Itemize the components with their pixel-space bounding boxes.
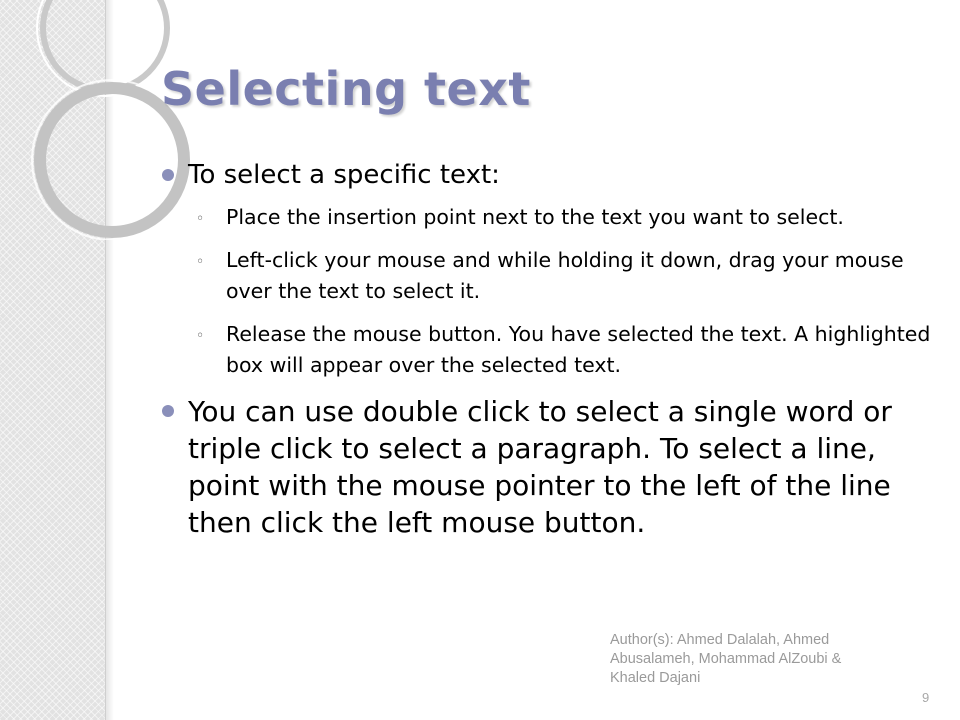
page-number: 9 (922, 690, 930, 705)
hollow-circle-bullet-icon: ◦ (196, 328, 205, 344)
slide-title: Selecting text (161, 62, 531, 116)
sub-bullet-text: Left-click your mouse and while holding it down, drag your mouse over the text to select it. (226, 248, 904, 303)
bullet-text: You can use double click to select a single word or triple click to select a paragraph. To select a line, point with the mouse pointer to the left of the line then click the left mouse button. (188, 395, 892, 539)
slide-content (160, 158, 945, 541)
sub-bullet-item (194, 319, 945, 381)
filled-circle-bullet-icon (162, 405, 174, 417)
bullet-item (160, 158, 945, 192)
sub-bullet-item (194, 202, 945, 233)
bullet-item (160, 393, 945, 541)
hollow-circle-bullet-icon: ◦ (196, 211, 205, 227)
sub-bullet-text: Release the mouse button. You have selected the text. A highlighted box will appear over the selected text. (226, 322, 931, 377)
hollow-circle-bullet-icon: ◦ (196, 254, 205, 270)
bullet-text: To select a specific text: (188, 160, 500, 190)
footer-author: Author(s): Ahmed Dalalah, Ahmed Abusalameh, Mohammad AlZoubi & Khaled Dajani (610, 632, 842, 686)
filled-circle-bullet-icon (162, 169, 174, 181)
sub-bullet-item (194, 245, 945, 307)
sub-bullet-text: Place the insertion point next to the text you want to select. (226, 205, 844, 229)
